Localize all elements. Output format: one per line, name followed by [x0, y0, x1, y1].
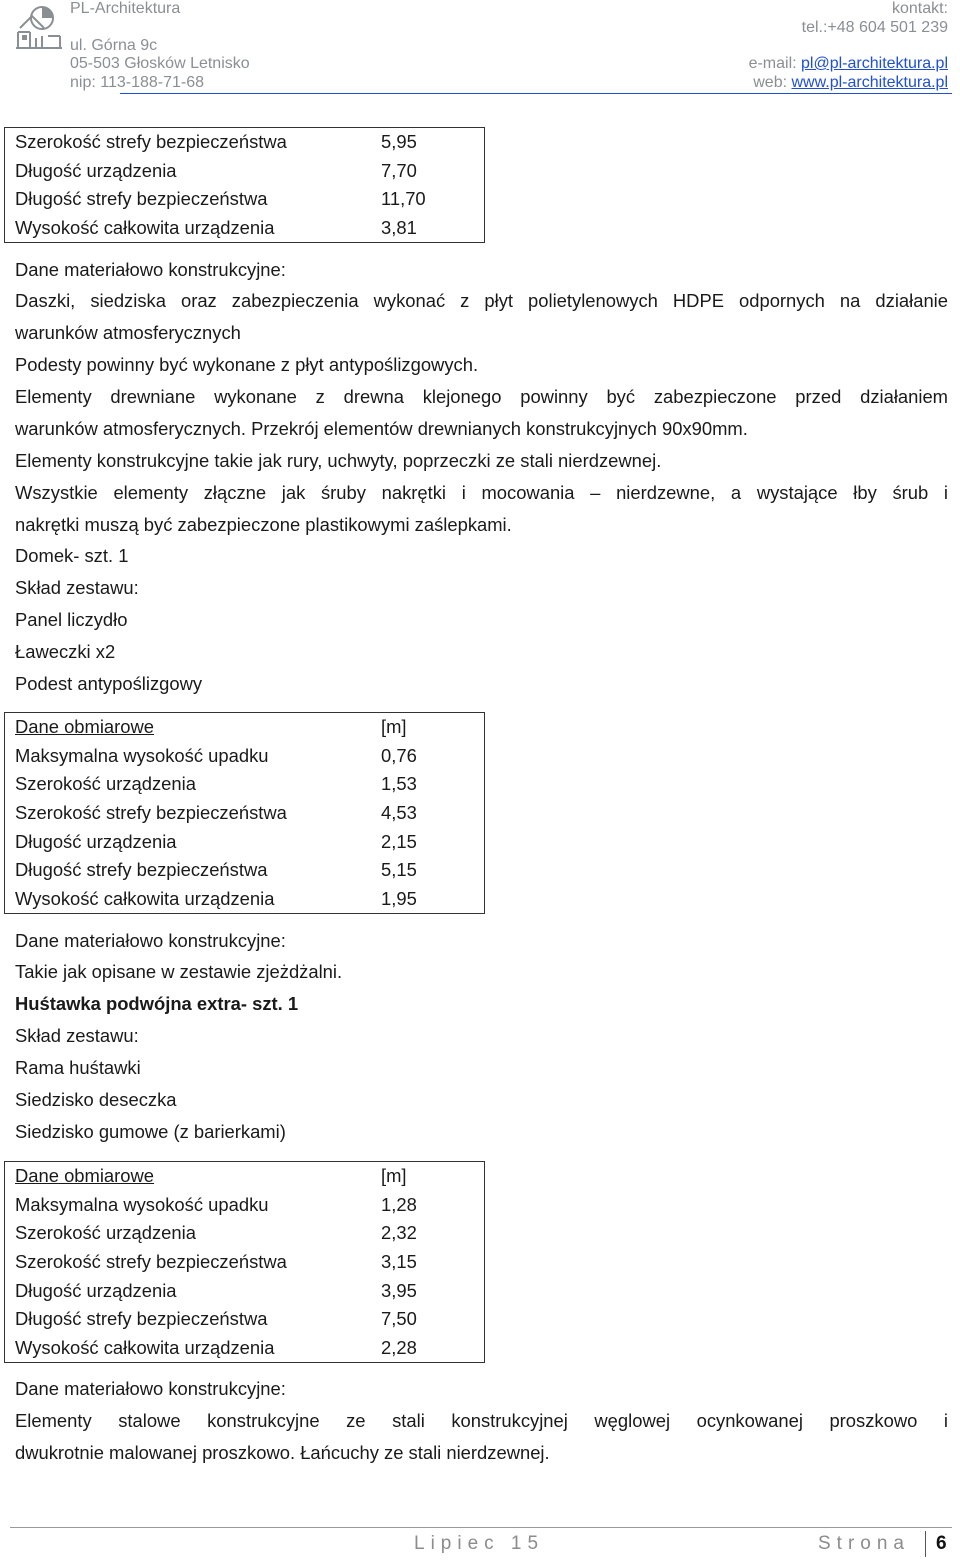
- row-label: Długość urządzenia: [5, 827, 371, 856]
- section-heading: Dane materiałowo konstrukcyjne:: [15, 930, 286, 951]
- row-value: 5,95: [370, 128, 485, 157]
- product-title: Huśtawka podwójna extra- szt. 1: [15, 993, 299, 1014]
- row-value: 1,53: [370, 770, 485, 799]
- row-value: 5,15: [370, 856, 485, 885]
- web-label: web:: [753, 74, 792, 91]
- section-heading: Dane materiałowo konstrukcyjne:: [15, 259, 286, 280]
- paragraph-line: warunków atmosferycznych: [15, 322, 241, 343]
- company-street: ul. Górna 9c: [70, 37, 158, 54]
- paragraph: Podesty powinny być wykonane z płyt antypoślizgowych.: [15, 354, 479, 375]
- set-label: Skład zestawu:: [15, 1025, 139, 1046]
- row-value: 2,15: [370, 827, 485, 856]
- footer-page-number: 6: [936, 1533, 947, 1554]
- paragraph-line: warunków atmosferycznych. Przekrój elementów drewnianych konstrukcyjnych 90x90mm.: [15, 418, 748, 439]
- table-row: [5, 1248, 485, 1277]
- table-row: [5, 1191, 485, 1220]
- company-nip: nip: 113-188-71-68: [70, 74, 205, 91]
- table-row: [5, 827, 485, 856]
- section-heading: Dane materiałowo konstrukcyjne:: [15, 1378, 286, 1399]
- row-value: 11,70: [370, 185, 485, 214]
- row-label: Wysokość całkowita urządzenia: [5, 1334, 371, 1363]
- paragraph-line: Elementy drewniane wykonane z drewna klejonego powinny być zabezpieczone przed działaniem: [15, 386, 948, 407]
- product-title: Domek- szt. 1: [15, 545, 129, 566]
- header-divider: [120, 93, 952, 94]
- row-label: Szerokość strefy bezpieczeństwa: [5, 799, 371, 828]
- row-label: Długość strefy bezpieczeństwa: [5, 1305, 371, 1334]
- column-header-label: Dane obmiarowe: [15, 1165, 155, 1187]
- web-link[interactable]: www.pl-architektura.pl: [791, 74, 948, 91]
- table-row: [5, 157, 485, 186]
- table-row: [5, 1305, 485, 1334]
- table-row: [5, 1334, 485, 1363]
- paragraph-line: dwukrotnie malowanej proszkowo. Łańcuchy ze stali nierdzewnej.: [15, 1442, 550, 1463]
- row-value: 7,70: [370, 157, 485, 186]
- table-row: [5, 770, 485, 799]
- table-row: [5, 185, 485, 214]
- set-item: Siedzisko gumowe (z barierkami): [15, 1121, 286, 1142]
- table-row: [5, 214, 485, 243]
- row-label: Szerokość urządzenia: [5, 1219, 371, 1248]
- row-value: 3,15: [370, 1248, 485, 1277]
- contact-email-row: [749, 55, 948, 73]
- contact-web-row: [753, 74, 948, 92]
- paragraph: Elementy konstrukcyjne takie jak rury, uchwyty, poprzeczki ze stali nierdzewnej.: [15, 450, 662, 471]
- row-value: 1,95: [370, 885, 485, 914]
- row-value: 7,50: [370, 1305, 485, 1334]
- footer-page-label: Strona: [818, 1533, 910, 1554]
- row-label: Wysokość całkowita urządzenia: [5, 214, 371, 243]
- set-item: Siedzisko deseczka: [15, 1089, 177, 1110]
- footer-divider: [10, 1527, 952, 1528]
- table-row: [5, 885, 485, 914]
- row-value: 4,53: [370, 799, 485, 828]
- row-value: 2,28: [370, 1334, 485, 1363]
- row-label: Długość urządzenia: [5, 1276, 371, 1305]
- company-name: PL-Architektura: [70, 0, 181, 17]
- row-value: 3,81: [370, 214, 485, 243]
- row-label: Długość strefy bezpieczeństwa: [5, 185, 371, 214]
- dimensions-table-2: [4, 712, 485, 914]
- row-value: 3,95: [370, 1276, 485, 1305]
- dimensions-table-1: [4, 127, 485, 243]
- company-city: 05-503 Głosków Letnisko: [70, 55, 250, 72]
- paragraph: Takie jak opisane w zestawie zjeżdżalni.: [15, 961, 343, 982]
- company-logo: [14, 2, 64, 50]
- row-label: Maksymalna wysokość upadku: [5, 1191, 371, 1220]
- set-item: Podest antypoślizgowy: [15, 673, 203, 694]
- paragraph-line: Wszystkie elementy złączne jak śruby nakrętki i mocowania – nierdzewne, a wystające łby śrub i: [15, 482, 948, 503]
- row-label: Długość strefy bezpieczeństwa: [5, 856, 371, 885]
- paragraph-line: Elementy stalowe konstrukcyjne ze stali konstrukcyjnej węglowej ocynkowanej proszkowo i: [15, 1410, 948, 1431]
- row-label: Szerokość strefy bezpieczeństwa: [5, 128, 371, 157]
- table-header-row: [5, 713, 485, 742]
- table-row: [5, 742, 485, 771]
- paragraph-line: nakrętki muszą być zabezpieczone plastikowymi zaślepkami.: [15, 514, 512, 535]
- page-header: [0, 0, 960, 96]
- email-link[interactable]: pl@pl-architektura.pl: [801, 55, 948, 72]
- row-label: Szerokość urządzenia: [5, 770, 371, 799]
- table-row: [5, 856, 485, 885]
- paragraph-line: Daszki, siedziska oraz zabezpieczenia wykonać z płyt polietylenowych HDPE odpornych na działanie: [15, 290, 948, 311]
- dimensions-table-3: [4, 1161, 485, 1363]
- table-row: [5, 128, 485, 157]
- column-header-unit: [m]: [370, 1162, 485, 1191]
- set-item: Rama huśtawki: [15, 1057, 141, 1078]
- row-value: 0,76: [370, 742, 485, 771]
- table-row: [5, 799, 485, 828]
- contact-phone: tel.:+48 604 501 239: [801, 19, 948, 36]
- set-item: Ławeczki x2: [15, 641, 116, 662]
- email-label: e-mail:: [748, 55, 802, 72]
- row-label: Maksymalna wysokość upadku: [5, 742, 371, 771]
- set-label: Skład zestawu:: [15, 577, 139, 598]
- row-value: 1,28: [370, 1191, 485, 1220]
- footer-separator: [925, 1531, 926, 1557]
- column-header-unit: [m]: [370, 713, 485, 742]
- table-row: [5, 1276, 485, 1305]
- row-value: 2,32: [370, 1219, 485, 1248]
- column-header-label: Dane obmiarowe: [15, 716, 155, 738]
- row-label: Szerokość strefy bezpieczeństwa: [5, 1248, 371, 1277]
- table-row: [5, 1219, 485, 1248]
- row-label: Długość urządzenia: [5, 157, 371, 186]
- set-item: Panel liczydło: [15, 609, 128, 630]
- contact-label: kontakt:: [891, 0, 948, 17]
- table-header-row: [5, 1162, 485, 1191]
- footer-date: Lipiec 15: [414, 1533, 545, 1554]
- row-label: Wysokość całkowita urządzenia: [5, 885, 371, 914]
